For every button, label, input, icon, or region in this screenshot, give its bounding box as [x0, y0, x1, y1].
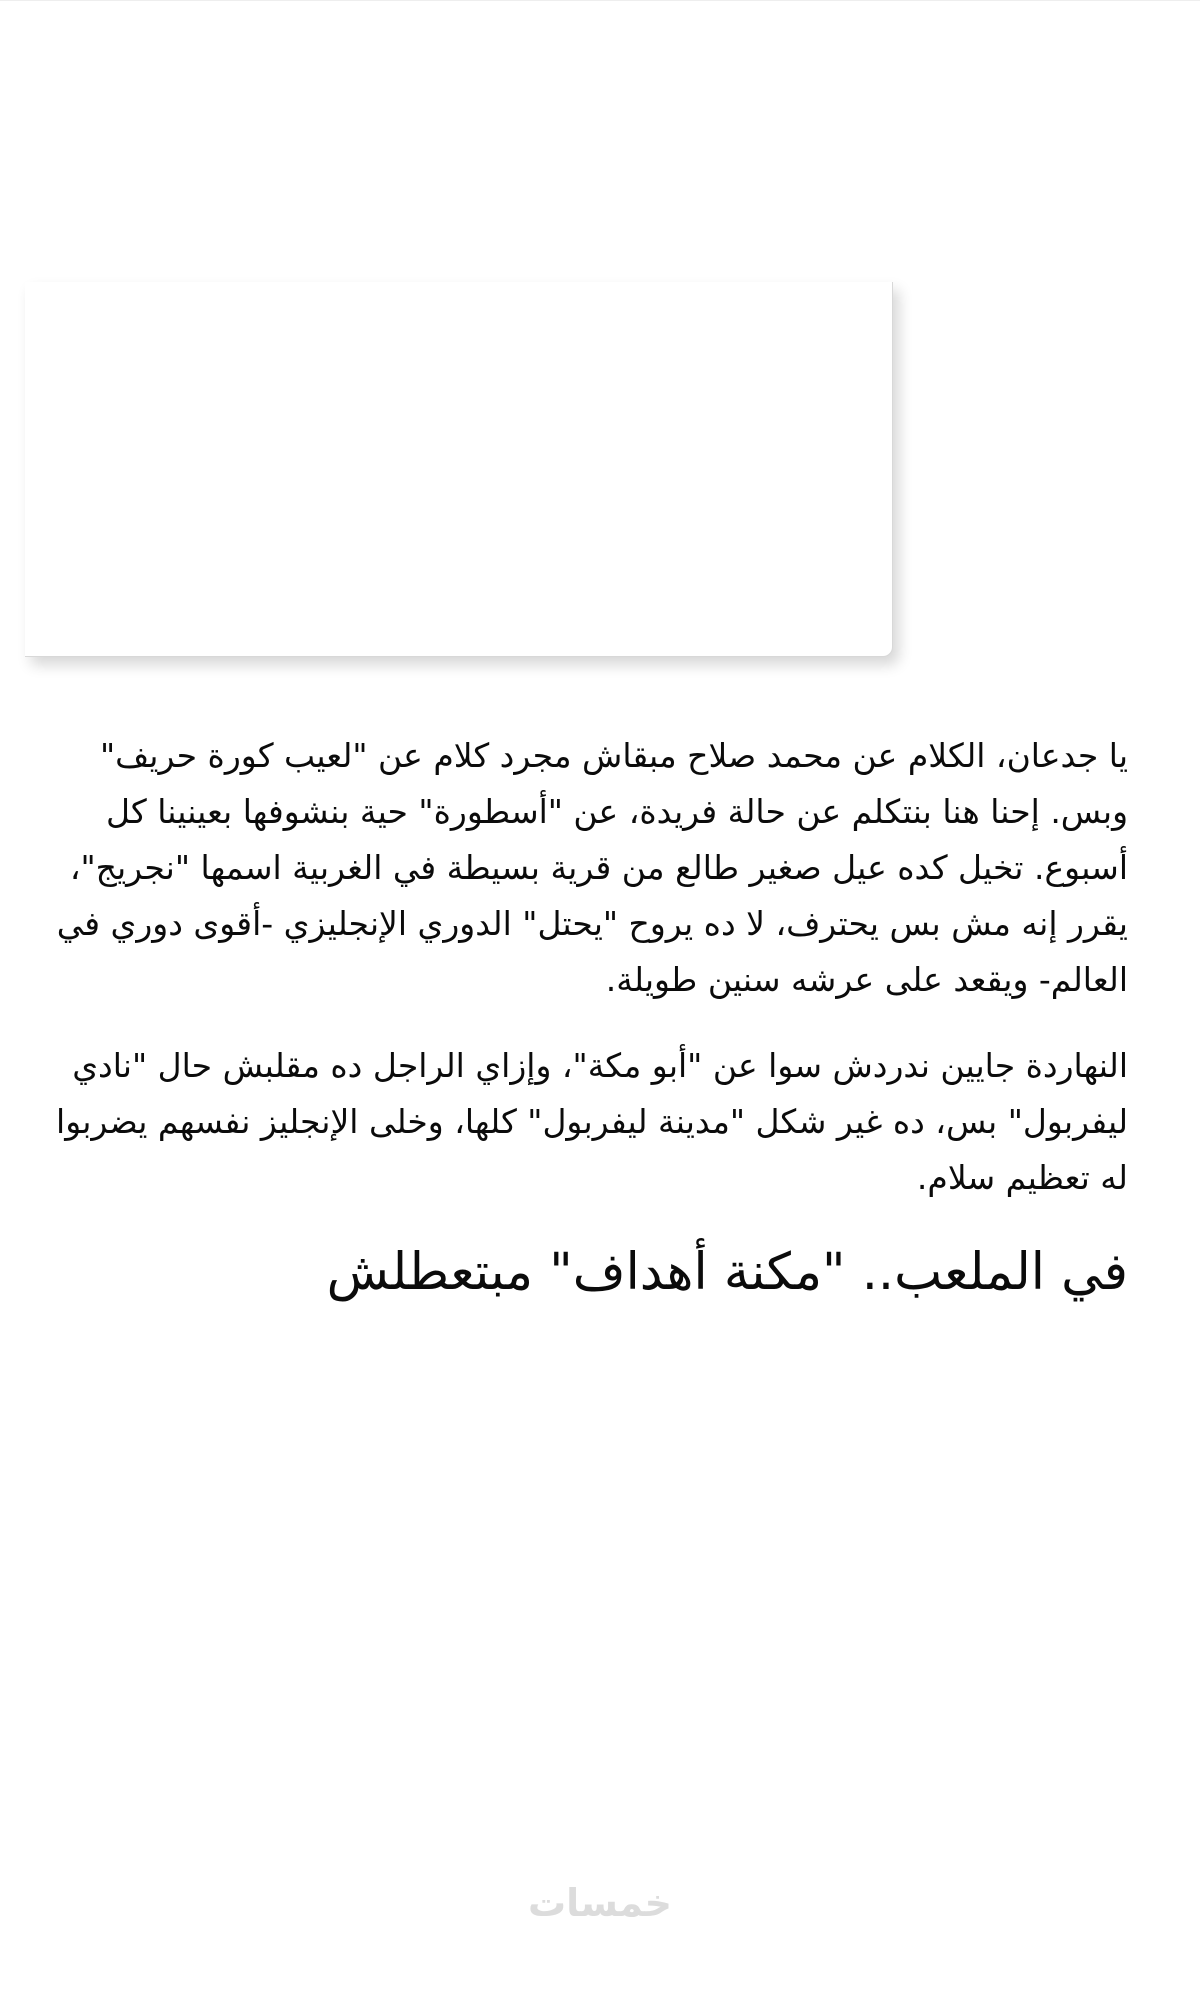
top-divider [0, 0, 1200, 1]
section-heading: في الملعب.. "مكنة أهداف" مبتعطلش [326, 1243, 1128, 1302]
embedded-media-card [25, 282, 893, 657]
intro-paragraph: يا جدعان، الكلام عن محمد صلاح مبقاش مجرد كلام عن "لعيب كورة حريف" وبس. إحنا هنا بنتكلم عن حالة فريدة، عن "أسطورة" حية بنشوفها بعينينا كل أسبوع. تخيل كده عيل صغير طالع من قرية بسيطة في الغربية اسمها "نجريج"، يقرر إنه مش بس يحترف، لا ده يروح "يحتل" الدوري الإنجليزي -أقوى دوري في العالم- ويقعد على عرشه سنين طويلة. [56, 736, 1128, 999]
article-body [30, 728, 1128, 1310]
khamsat-logo: خمسات [528, 1881, 672, 1925]
second-paragraph: النهاردة جايين ندردش سوا عن "أبو مكة"، وإزاي الراجل ده مقلبش حال "نادي ليفربول" بس، ده غير شكل "مدينة ليفربول" كلها، وخلى الإنجليز نفسهم يضربوا له تعظيم سلام. [56, 1046, 1128, 1197]
